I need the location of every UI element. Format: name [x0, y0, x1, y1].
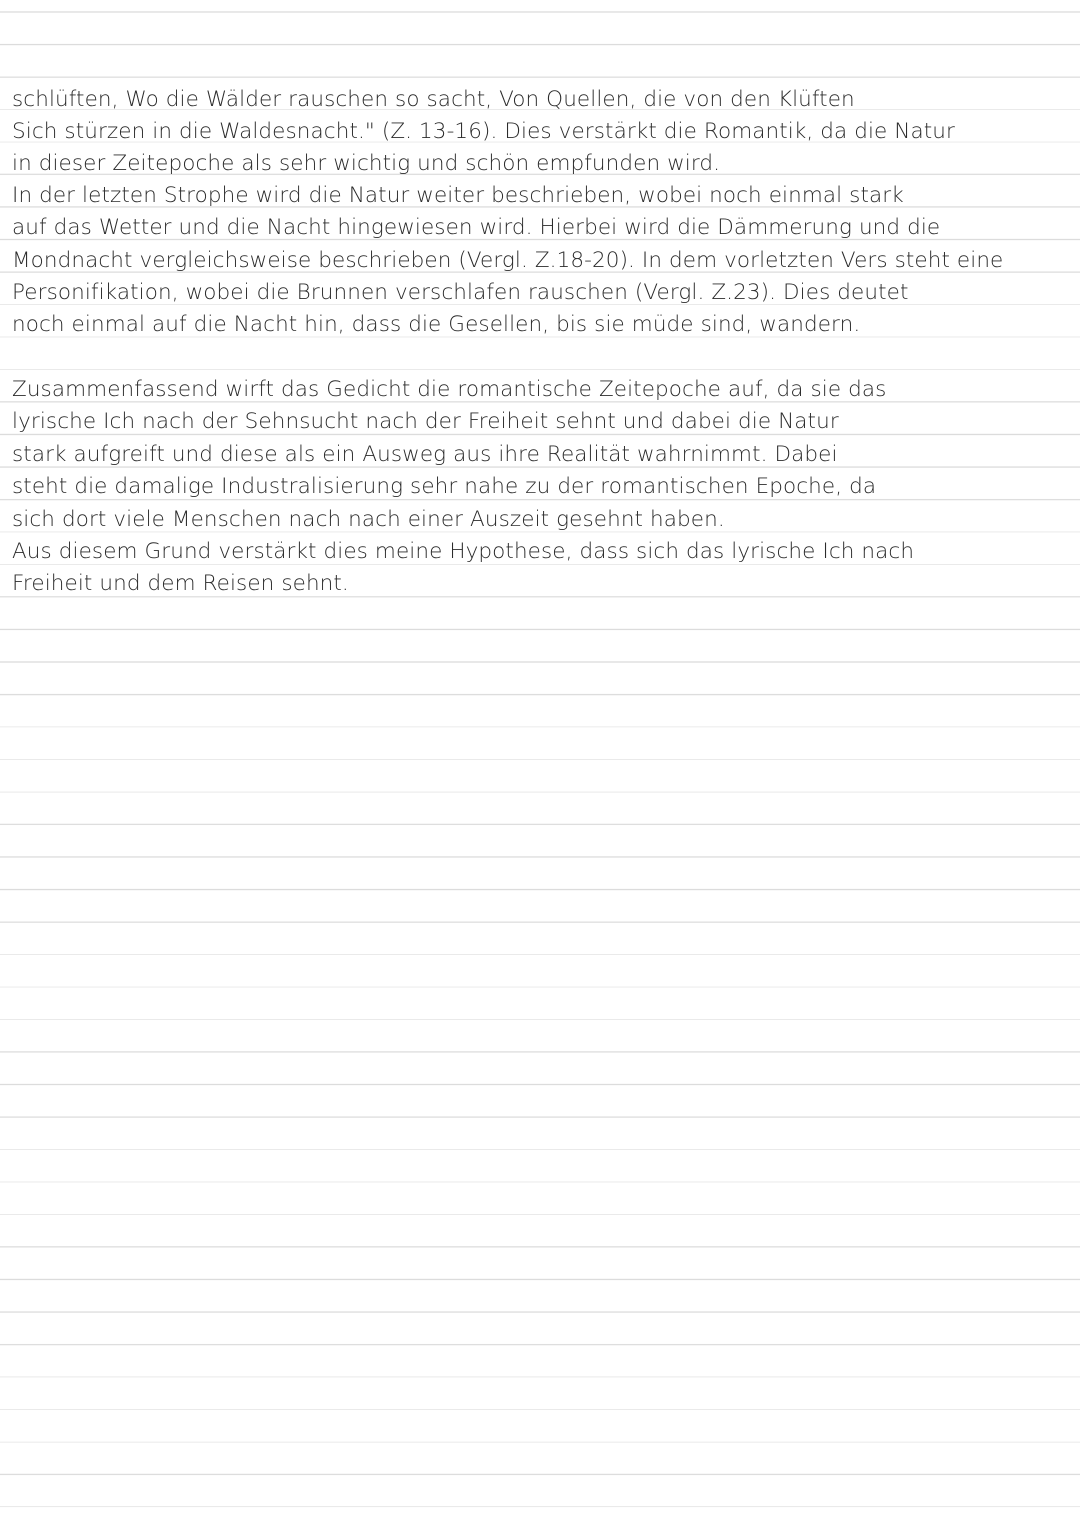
- text-line: noch einmal auf die Nacht hin, dass die Gesellen, bis sie müde sind, wandern.: [12, 312, 861, 337]
- text-line: sich dort viele Menschen nach nach einer Auszeit gesehnt haben.: [12, 507, 725, 532]
- text-line: In der letzten Strophe wird die Natur weiter beschrieben, wobei noch einmal stark: [12, 183, 904, 208]
- text-line: Sich stürzen in die Waldesnacht." (Z. 13-16). Dies verstärkt die Romantik, da die Natur: [12, 119, 955, 144]
- text-line: Mondnacht vergleichsweise beschrieben (Vergl. Z.18-20). In dem vorletzten Vers steht eine: [12, 248, 1004, 273]
- text-line: Freiheit und dem Reisen sehnt.: [12, 571, 349, 596]
- text-line: lyrische Ich nach der Sehnsucht nach der Freiheit sehnt und dabei die Natur: [12, 409, 839, 434]
- text-line: in dieser Zeitepoche als sehr wichtig und schön empfunden wird.: [12, 151, 721, 176]
- text-line: auf das Wetter und die Nacht hingewiesen wird. Hierbei wird die Dämmerung und die: [12, 215, 941, 240]
- text-line: steht die damalige Industralisierung sehr nahe zu der romantischen Epoche, da: [12, 474, 877, 499]
- text-line: stark aufgreift und diese als ein Ausweg aus ihre Realität wahrnimmt. Dabei: [12, 442, 838, 467]
- text-line: Personifikation, wobei die Brunnen verschlafen rauschen (Vergl. Z.23). Dies deutet: [12, 280, 909, 305]
- text-line: Aus diesem Grund verstärkt dies meine Hypothese, dass sich das lyrische Ich nach: [12, 539, 915, 564]
- text-line: Zusammenfassend wirft das Gedicht die romantische Zeitepoche auf, da sie das: [12, 377, 887, 402]
- text-line: schlüften, Wo die Wälder rauschen so sacht, Von Quellen, die von den Klüften: [12, 87, 855, 112]
